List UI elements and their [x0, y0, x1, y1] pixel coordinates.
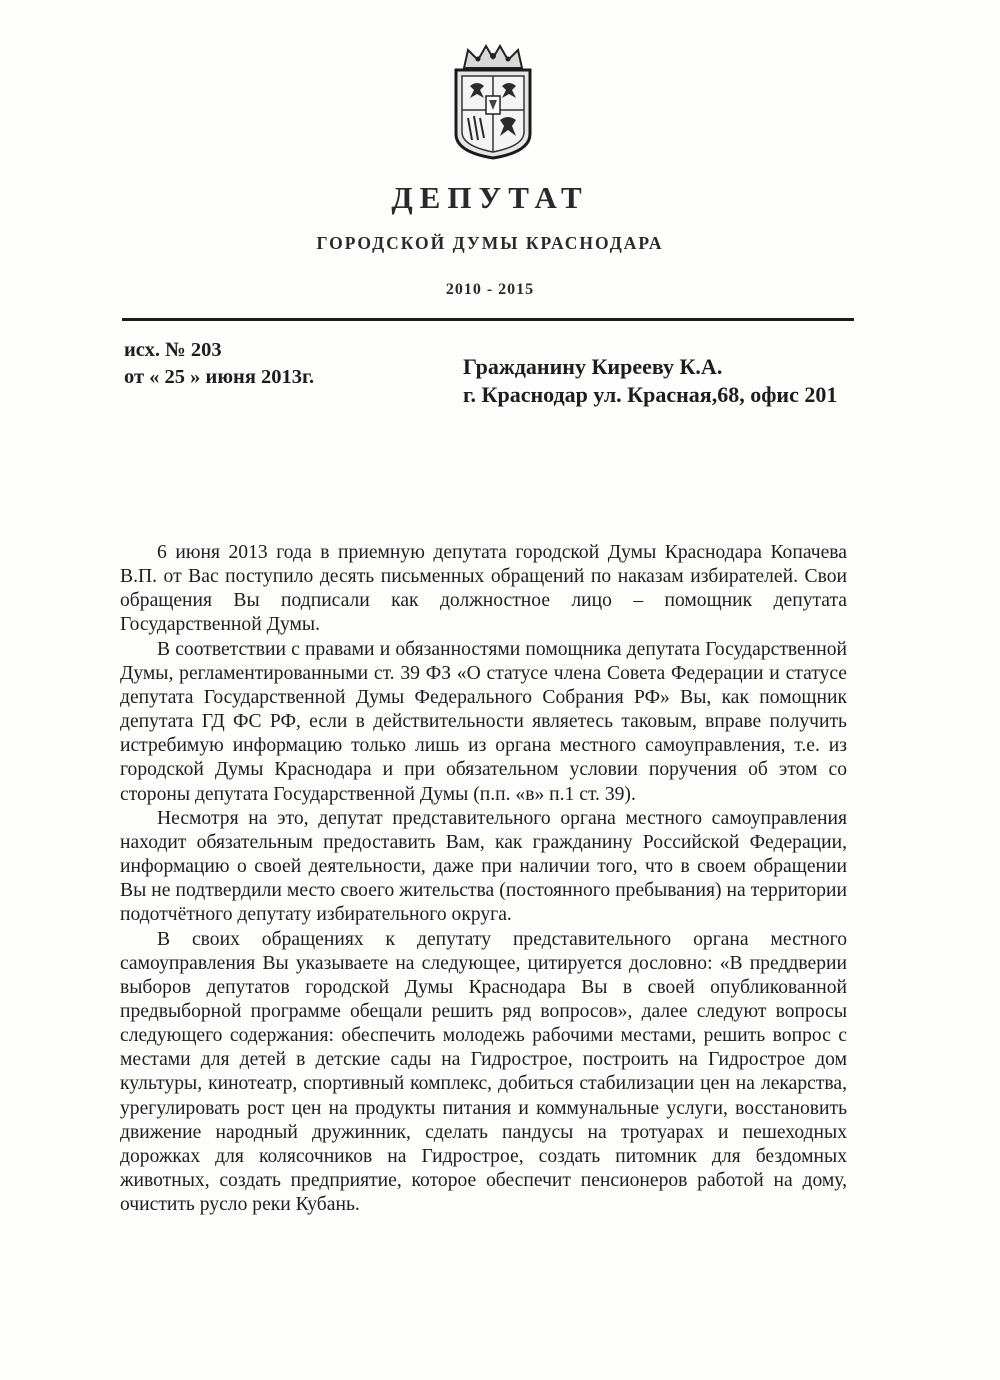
body-paragraph: В соответствии с правами и обязанностями помощника депутата Государственной Думы, регламентированными ст. 39 ФЗ «О статусе члена Совета Федерации и статусе депутата Государственной Думы Федерального Собрания РФ» Вы, как помощник депутата ГД ФС РФ, если в действительности являетесь таковым, вправе получить истребимую информацию только лишь из органа местного самоуправления, т.е. из городской Думы Краснодара и при обязательном условии поручения об этом со стороны депутата Государственной Думы (п.п. «в» п.1 ст. 39). [120, 638, 847, 805]
krasnodar-coat-of-arms-icon [450, 42, 536, 160]
outgoing-reference [124, 337, 314, 391]
letterhead-subtitle: ГОРОДСКОЙ ДУМЫ КРАСНОДАРА [316, 233, 664, 253]
reference-date: от « 25 » июня 2013г. [124, 366, 315, 388]
letterhead-divider [122, 318, 854, 321]
addressee-address: г. Краснодар ул. Красная,68, офис 201 [463, 382, 838, 407]
addressee-name: Гражданину Кирееву К.А. [463, 354, 723, 379]
body-paragraph: В своих обращениях к депутату представительного органа местного самоуправления Вы указываете на следующее, цитируется дословно: «В преддверии выборов депутатов городской Думы Краснодара Вы в своей опубликованной предвыборной программе обещали решить ряд вопросов», далее следуют вопросы следующего содержания: обеспечить молодежь рабочими местами, решить вопрос с местами для детей в детские сады на Гидрострое, построить на Гидрострое дом культуры, кинотеатр, спортивный комплекс, добиться стабилизации цен на лекарства, урегулировать рост цен на продукты питания и коммунальные услуги, восстановить движение народный дружинник, сделать пандусы на тротуарах и пешеходных дорожках для колясочников на Гидрострое, создать питомник для бездомных животных, создать предприятие, которое обеспечит пенсионеров работой на дому, очистить русло реки Кубань. [120, 928, 847, 1216]
letterhead-years: 2010 - 2015 [445, 281, 535, 298]
reference-number: исх. № 203 [124, 339, 222, 361]
letter-body [120, 541, 847, 1217]
body-paragraph: 6 июня 2013 года в приемную депутата городской Думы Краснодара Копачева В.П. от Вас поступило десять письменных обращений по наказам избирателей. Свои обращения Вы подписали как должностное лицо – помощник депутата Государственной Думы. [120, 542, 847, 636]
letterhead-title: ДЕПУТАТ [391, 180, 589, 215]
body-paragraph: Несмотря на это, депутат представительного органа местного самоуправления находит обязательным предоставить Вам, как гражданину Российской Федерации, информацию о своей деятельности, даже при наличии того, что в своем обращении Вы не подтвердили место своего жительства (постоянного пребывания) на территории подотчётного депутату избирательного округа. [120, 807, 847, 926]
addressee-block [463, 353, 837, 409]
